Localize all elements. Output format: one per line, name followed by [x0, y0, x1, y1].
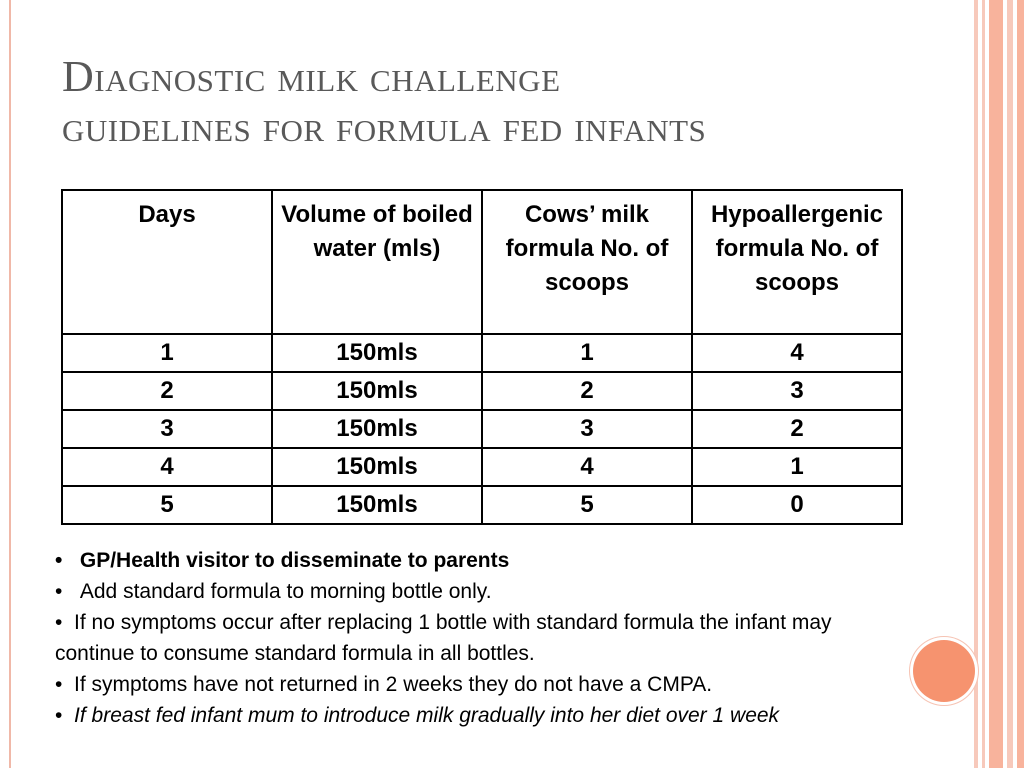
table-header-row: [62, 190, 902, 334]
bullet-item: [55, 607, 905, 669]
title-line-2: guidelines for formula fed infants: [62, 102, 707, 151]
header-cows-milk-scoops: Cows’ milk formula No. of scoops: [482, 190, 692, 334]
table-row: [62, 334, 902, 372]
cell-day: 5: [62, 486, 272, 524]
cell-hypoallergenic: 0: [692, 486, 902, 524]
cell-hypoallergenic: 4: [692, 334, 902, 372]
cell-cows-milk: 4: [482, 448, 692, 486]
cell-hypoallergenic: 3: [692, 372, 902, 410]
cell-volume: 150mls: [272, 372, 482, 410]
bullet-marker: •: [55, 704, 63, 727]
bullet-text: If symptoms have not returned in 2 weeks they do not have a CMPA.: [74, 673, 713, 696]
cell-volume: 150mls: [272, 486, 482, 524]
cell-cows-milk: 5: [482, 486, 692, 524]
bullet-marker: •: [55, 611, 63, 634]
table-row: [62, 448, 902, 486]
bullet-item: [55, 576, 905, 607]
bullet-text: If breast fed infant mum to introduce milk gradually into her diet over 1 week: [74, 704, 780, 727]
header-volume: Volume of boiled water (mls): [272, 190, 482, 334]
bullet-text: Add standard formula to morning bottle only.: [79, 580, 492, 603]
left-border-line: [9, 0, 11, 768]
bullet-marker: •: [55, 549, 63, 572]
cell-volume: 150mls: [272, 410, 482, 448]
bullet-list: [55, 545, 905, 731]
bullet-item: [55, 545, 905, 576]
bullet-marker: •: [55, 673, 63, 696]
cell-day: 2: [62, 372, 272, 410]
cell-volume: 150mls: [272, 448, 482, 486]
cell-volume: 150mls: [272, 334, 482, 372]
table-row: [62, 372, 902, 410]
cell-day: 4: [62, 448, 272, 486]
cell-cows-milk: 3: [482, 410, 692, 448]
bullet-item: [55, 700, 905, 731]
cell-hypoallergenic: 2: [692, 410, 902, 448]
accent-circle: [913, 640, 975, 702]
slide-title: [62, 52, 922, 152]
cell-day: 1: [62, 334, 272, 372]
cell-hypoallergenic: 1: [692, 448, 902, 486]
cell-day: 3: [62, 410, 272, 448]
bullet-text: If no symptoms occur after replacing 1 bottle with standard formula the infant may continue to consume standard formula in all bottles.: [55, 611, 832, 665]
bullet-item: [55, 669, 905, 700]
header-days: Days: [62, 190, 272, 334]
table-row: [62, 410, 902, 448]
bullet-marker: •: [55, 580, 63, 603]
table-row: [62, 486, 902, 524]
title-line-1: Diagnostic milk challenge: [62, 52, 561, 101]
milk-challenge-table: [61, 189, 903, 525]
header-hypoallergenic-scoops: Hypoallergenic formula No. of scoops: [692, 190, 902, 334]
cell-cows-milk: 1: [482, 334, 692, 372]
right-stripes-decoration: [974, 0, 1024, 768]
cell-cows-milk: 2: [482, 372, 692, 410]
bullet-text: GP/Health visitor to disseminate to parents: [79, 549, 510, 572]
